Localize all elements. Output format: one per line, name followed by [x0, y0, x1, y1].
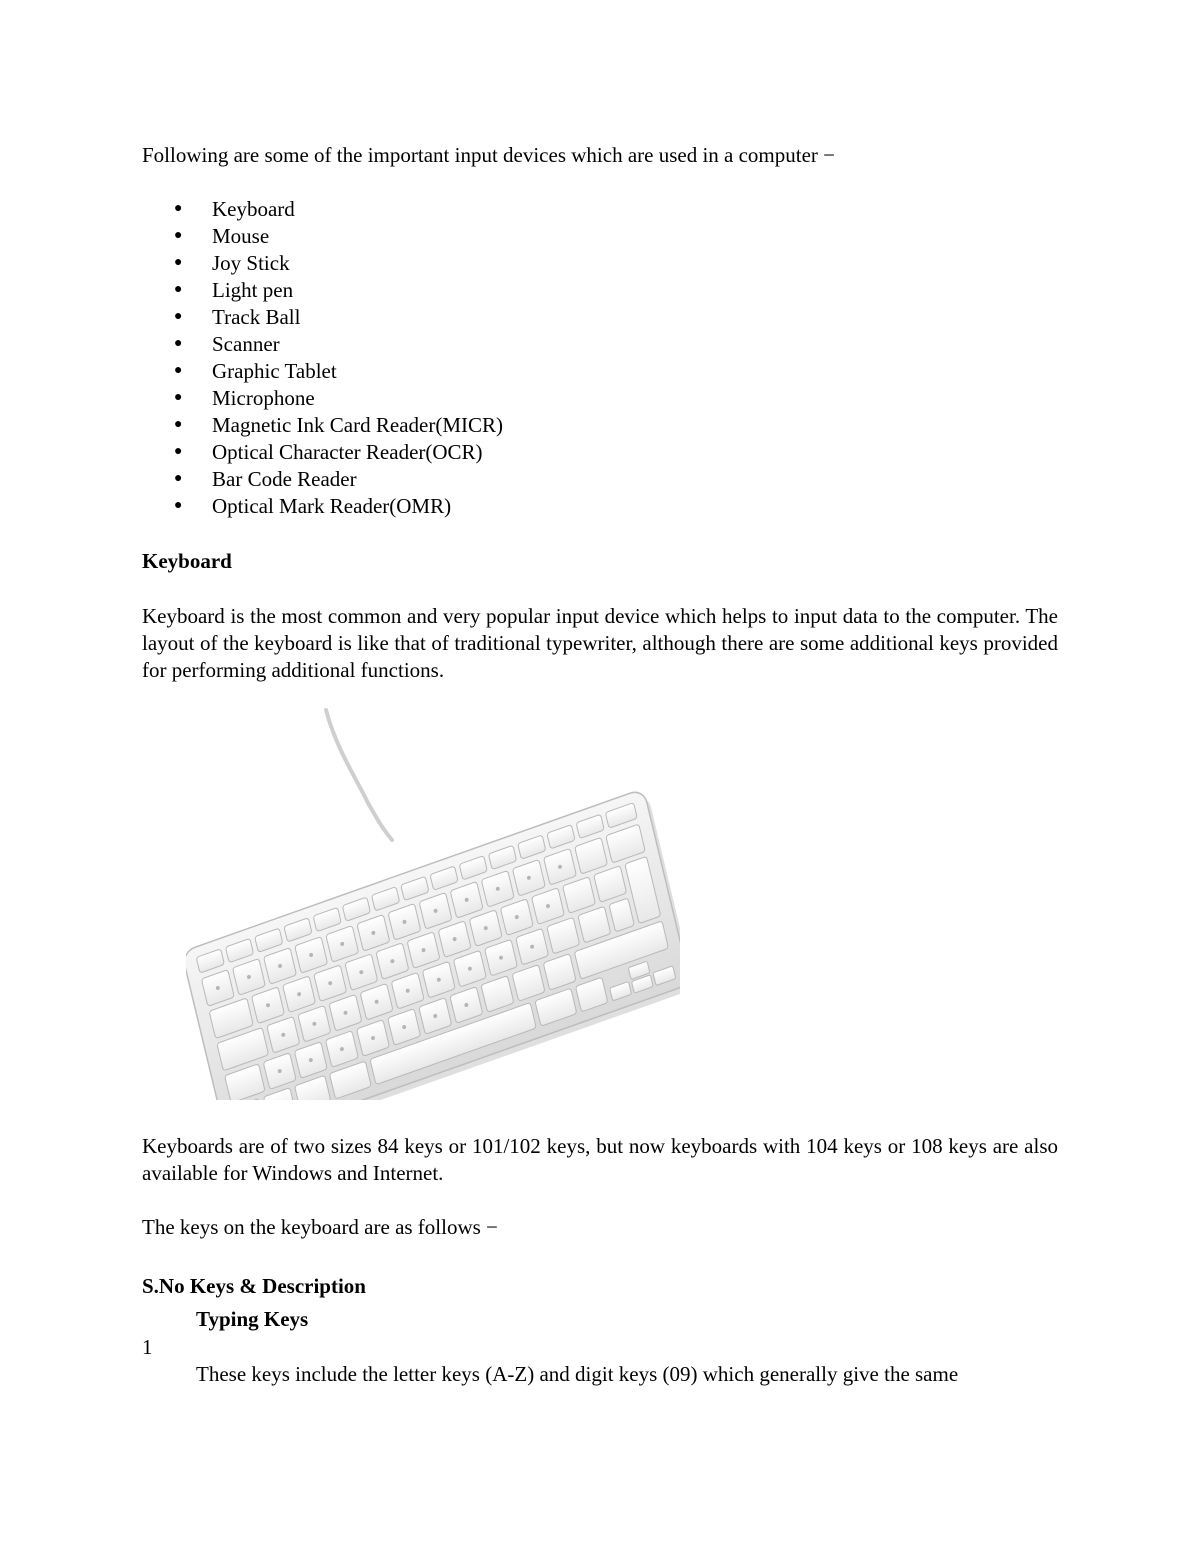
bullet-icon: ●: [174, 228, 183, 243]
list-item-label: Light pen: [212, 278, 294, 302]
bullet-icon: ●: [174, 417, 183, 432]
keyboard-image: [186, 708, 680, 1100]
bullet-icon: ●: [174, 498, 183, 513]
bullet-icon: ●: [174, 201, 183, 216]
keys-row-sno: 1: [142, 1335, 153, 1359]
list-item-label: Mouse: [212, 224, 270, 248]
keys-intro-text: The keys on the keyboard are as follows −: [142, 1215, 498, 1239]
bullet-icon: ●: [174, 444, 183, 459]
bullet-icon: ●: [174, 471, 183, 486]
bullet-icon: ●: [174, 363, 183, 378]
list-item-label: Graphic Tablet: [212, 359, 337, 383]
keyboard-description: Keyboard is the most common and very popular input device which helps to input data to the computer. The layout of the keyboard is like that of traditional typewriter, although there are some additional keys provided for performing additional functions.: [142, 604, 1058, 682]
bullet-icon: ●: [174, 309, 183, 324]
list-item-label: Optical Mark Reader(OMR): [212, 494, 452, 518]
bullet-icon: ●: [174, 336, 183, 351]
keyboard-sizes-text: Keyboards are of two sizes 84 keys or 101/102 keys, but now keyboards with 104 keys or 108 keys are also available for Windows and Internet.: [142, 1134, 1058, 1185]
list-item-label: Track Ball: [212, 305, 301, 329]
bullet-icon: ●: [174, 282, 183, 297]
keys-row-description: These keys include the letter keys (A-Z) and digit keys (09) which generally give the same: [196, 1362, 959, 1386]
list-item-label: Joy Stick: [212, 251, 290, 275]
list-item-label: Bar Code Reader: [212, 467, 357, 491]
bullet-icon: ●: [174, 255, 183, 270]
keys-table-header: S.No Keys & Description: [142, 1274, 366, 1298]
list-item-label: Microphone: [212, 386, 315, 410]
list-item-label: Keyboard: [212, 197, 295, 221]
bullet-icon: ●: [174, 390, 183, 405]
list-item-label: Scanner: [212, 332, 280, 356]
list-item-label: Optical Character Reader(OCR): [212, 440, 483, 464]
intro-text: Following are some of the important input devices which are used in a computer −: [142, 143, 835, 167]
list-item-label: Magnetic Ink Card Reader(MICR): [212, 413, 503, 437]
keys-row-title: Typing Keys: [196, 1307, 309, 1331]
keyboard-heading: Keyboard: [142, 549, 232, 573]
